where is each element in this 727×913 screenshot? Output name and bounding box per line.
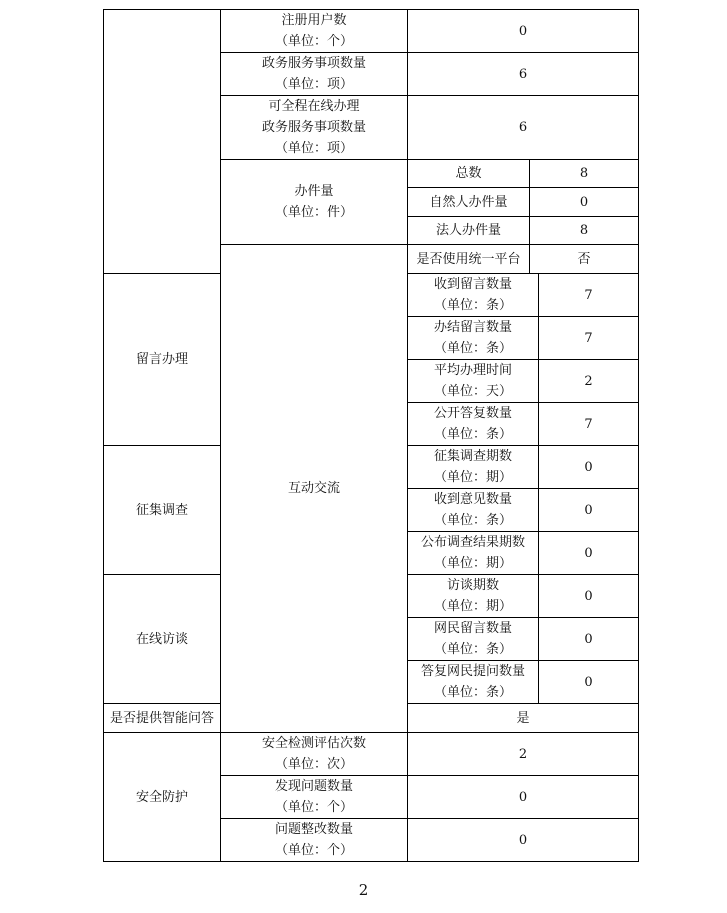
sub-label-cell (408, 274, 539, 317)
value-cell: 7 (539, 317, 639, 360)
sub-label-cell: 法人办件量 (408, 217, 530, 245)
sub-label-cell: 总数 (408, 160, 530, 188)
value-cell: 2 (408, 733, 639, 776)
row-label: 问题整改数量 (274, 822, 353, 837)
row-unit: （单位：个） (274, 34, 353, 49)
value-cell: 0 (539, 661, 639, 704)
row-unit: （单位：条） (433, 298, 512, 313)
row-unit: （单位：次） (274, 757, 353, 772)
row-unit: （单位：项） (274, 77, 353, 92)
sub-label-cell (408, 360, 539, 403)
row-label: 收到意见数量 (433, 492, 512, 507)
value-cell: 0 (539, 489, 639, 532)
row-unit: （单位：项） (274, 141, 353, 156)
category-cell: 安全防护 (104, 733, 221, 862)
row-unit: （单位：条） (433, 685, 512, 700)
group-label-cell: 征集调查 (104, 446, 221, 575)
value-cell: 8 (530, 217, 639, 245)
row-label: 收到留言数量 (433, 277, 512, 292)
row-unit: （单位：条） (433, 513, 512, 528)
value-cell: 2 (539, 360, 639, 403)
row-label: 发现问题数量 (274, 779, 353, 794)
sub-label-cell (408, 489, 539, 532)
value-cell: 0 (530, 188, 639, 217)
table-row (104, 10, 639, 53)
sub-label-cell (408, 575, 539, 618)
row-label: 公布调查结果期数 (420, 535, 525, 550)
row-label: 可全程在线办理 (268, 99, 360, 114)
value-cell: 0 (539, 446, 639, 489)
sub-label-cell (408, 317, 539, 360)
value-cell: 0 (539, 618, 639, 661)
value-cell: 0 (539, 532, 639, 575)
row-label: 安全检测评估次数 (261, 736, 366, 751)
value-cell: 0 (539, 575, 639, 618)
value-cell: 0 (408, 10, 639, 53)
value-cell: 7 (539, 403, 639, 446)
sub-label-cell (408, 446, 539, 489)
row-label: 政务服务事项数量 (261, 56, 366, 71)
label-cell (221, 776, 408, 819)
label-cell (221, 819, 408, 862)
label-cell: 是否提供智能问答 (104, 704, 221, 733)
row-label: 办件量 (294, 184, 334, 199)
label-cell (221, 10, 408, 53)
row-unit: （单位：个） (274, 800, 353, 815)
category-cell: 互动交流 (221, 245, 408, 733)
row-unit: （单位：期） (433, 470, 512, 485)
sub-label-cell: 自然人办件量 (408, 188, 530, 217)
label-cell: 是否使用统一平台 (408, 245, 530, 274)
row-label: 平均办理时间 (433, 363, 512, 378)
category-cell-empty (104, 10, 221, 274)
sub-label-cell (408, 618, 539, 661)
row-label: 政务服务事项数量 (261, 120, 366, 135)
row-label: 访谈期数 (446, 578, 499, 593)
value-cell: 8 (530, 160, 639, 188)
label-cell (221, 53, 408, 96)
sub-label-cell (408, 532, 539, 575)
value-cell: 否 (530, 245, 639, 274)
row-label: 答复网民提问数量 (420, 664, 525, 679)
value-cell: 0 (408, 819, 639, 862)
sub-label-cell (408, 403, 539, 446)
row-label: 办结留言数量 (433, 320, 512, 335)
row-label: 公开答复数量 (433, 406, 512, 421)
value-cell: 7 (539, 274, 639, 317)
row-unit: （单位：个） (274, 843, 353, 858)
row-unit: （单位：条） (433, 642, 512, 657)
row-unit: （单位：期） (433, 599, 512, 614)
group-label-cell: 留言办理 (104, 274, 221, 446)
page-number: 2 (358, 881, 369, 899)
row-label: 注册用户数 (281, 13, 347, 28)
row-unit: （单位：期） (433, 556, 512, 571)
value-cell: 6 (408, 96, 639, 160)
value-cell: 6 (408, 53, 639, 96)
row-label: 网民留言数量 (433, 621, 512, 636)
label-cell (221, 96, 408, 160)
row-unit: （单位：件） (274, 205, 353, 220)
value-cell: 是 (408, 704, 639, 733)
table-row (104, 733, 639, 776)
row-label: 征集调查期数 (433, 449, 512, 464)
statistics-table (103, 9, 639, 862)
row-unit: （单位：条） (433, 427, 512, 442)
group-label-cell: 在线访谈 (104, 575, 221, 704)
row-unit: （单位：天） (433, 384, 512, 399)
label-cell (221, 160, 408, 245)
sub-label-cell (408, 661, 539, 704)
label-cell (221, 733, 408, 776)
value-cell: 0 (408, 776, 639, 819)
row-unit: （单位：条） (433, 341, 512, 356)
